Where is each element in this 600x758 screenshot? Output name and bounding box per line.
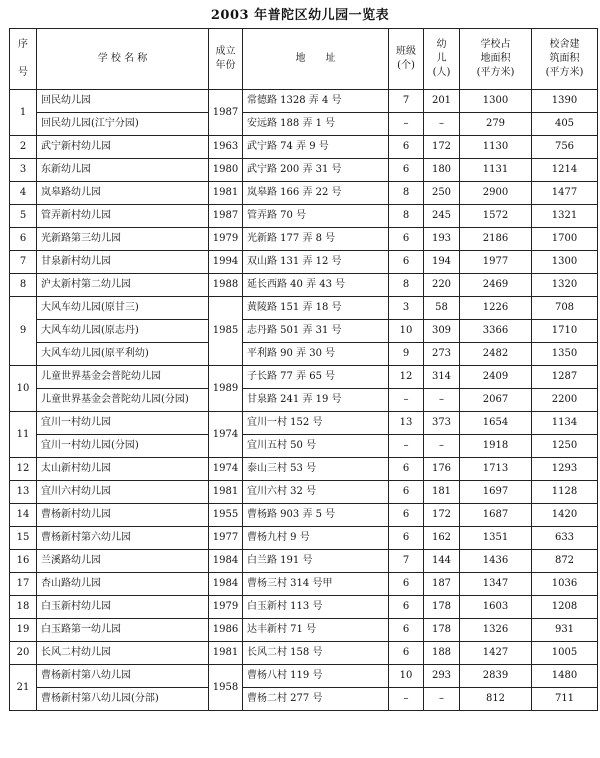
children-cell: 245 bbox=[424, 205, 460, 228]
building-area-cell: 1134 bbox=[532, 412, 598, 435]
table-row bbox=[10, 366, 598, 389]
classes-cell: 6 bbox=[389, 159, 424, 182]
classes-cell: 6 bbox=[389, 642, 424, 665]
school-name-cell: 白玉新村幼儿园 bbox=[37, 596, 209, 619]
children-cell: 181 bbox=[424, 481, 460, 504]
building-area-cell: 756 bbox=[532, 136, 598, 159]
school-name-cell: 长风二村幼儿园 bbox=[37, 642, 209, 665]
col-header-address: 地 址 bbox=[243, 29, 389, 90]
land-area-cell: 1603 bbox=[460, 596, 532, 619]
address-cell: 白玉新村 113 号 bbox=[243, 596, 389, 619]
row-number-cell: 6 bbox=[10, 228, 37, 251]
table-row bbox=[10, 205, 598, 228]
founded-year-cell: 1986 bbox=[209, 619, 243, 642]
address-cell: 延长西路 40 弄 43 号 bbox=[243, 274, 389, 297]
children-cell: – bbox=[424, 688, 460, 711]
land-area-cell: 1226 bbox=[460, 297, 532, 320]
children-cell: 172 bbox=[424, 504, 460, 527]
row-number-cell: 20 bbox=[10, 642, 37, 665]
school-name-cell: 东新幼儿园 bbox=[37, 159, 209, 182]
founded-year-cell: 1977 bbox=[209, 527, 243, 550]
founded-year-cell: 1979 bbox=[209, 596, 243, 619]
building-area-cell: 1321 bbox=[532, 205, 598, 228]
building-area-cell: 1390 bbox=[532, 90, 598, 113]
table-row bbox=[10, 688, 598, 711]
founded-year-cell: 1985 bbox=[209, 297, 243, 366]
address-cell: 武宁路 74 弄 9 号 bbox=[243, 136, 389, 159]
land-area-cell: 1351 bbox=[460, 527, 532, 550]
col-header-no: 序 号 bbox=[10, 29, 37, 90]
table-row bbox=[10, 90, 598, 113]
col-header-children: 幼 儿 (人) bbox=[424, 29, 460, 90]
children-cell: 178 bbox=[424, 619, 460, 642]
address-cell: 甘泉路 241 弄 19 号 bbox=[243, 389, 389, 412]
row-number-cell: 4 bbox=[10, 182, 37, 205]
address-cell: 双山路 131 弄 12 号 bbox=[243, 251, 389, 274]
table-row bbox=[10, 274, 598, 297]
school-name-cell: 大风车幼儿园(原志丹) bbox=[37, 320, 209, 343]
table-row bbox=[10, 504, 598, 527]
founded-year-cell: 1981 bbox=[209, 642, 243, 665]
classes-cell: – bbox=[389, 688, 424, 711]
school-name-cell: 杏山路幼儿园 bbox=[37, 573, 209, 596]
school-name-cell: 甘泉新村幼儿园 bbox=[37, 251, 209, 274]
school-name-cell: 光新路第三幼儿园 bbox=[37, 228, 209, 251]
children-cell: 144 bbox=[424, 550, 460, 573]
founded-year-cell: 1963 bbox=[209, 136, 243, 159]
col-header-building: 校舍建 筑面积 (平方米) bbox=[532, 29, 598, 90]
address-cell: 子长路 77 弄 65 号 bbox=[243, 366, 389, 389]
table-row bbox=[10, 159, 598, 182]
row-number-cell: 1 bbox=[10, 90, 37, 136]
building-area-cell: 1128 bbox=[532, 481, 598, 504]
classes-cell: 7 bbox=[389, 90, 424, 113]
school-name-cell: 曹杨新村幼儿园 bbox=[37, 504, 209, 527]
row-number-cell: 5 bbox=[10, 205, 37, 228]
school-name-cell: 曹杨新村第六幼儿园 bbox=[37, 527, 209, 550]
land-area-cell: 2186 bbox=[460, 228, 532, 251]
children-cell: 178 bbox=[424, 596, 460, 619]
school-name-cell: 儿童世界基金会普陀幼儿园(分园) bbox=[37, 389, 209, 412]
address-cell: 岚皋路 166 弄 22 号 bbox=[243, 182, 389, 205]
building-area-cell: 1287 bbox=[532, 366, 598, 389]
land-area-cell: 1130 bbox=[460, 136, 532, 159]
table-row bbox=[10, 297, 598, 320]
classes-cell: – bbox=[389, 389, 424, 412]
land-area-cell: 2900 bbox=[460, 182, 532, 205]
table-row bbox=[10, 458, 598, 481]
building-area-cell: 1480 bbox=[532, 665, 598, 688]
table-row bbox=[10, 596, 598, 619]
children-cell: – bbox=[424, 113, 460, 136]
land-area-cell: 812 bbox=[460, 688, 532, 711]
classes-cell: 6 bbox=[389, 251, 424, 274]
address-cell: 宜川六村 32 号 bbox=[243, 481, 389, 504]
classes-cell: 6 bbox=[389, 481, 424, 504]
children-cell: 180 bbox=[424, 159, 460, 182]
children-cell: 172 bbox=[424, 136, 460, 159]
header-row bbox=[10, 29, 598, 90]
classes-cell: 6 bbox=[389, 458, 424, 481]
classes-cell: 8 bbox=[389, 205, 424, 228]
row-number-cell: 9 bbox=[10, 297, 37, 366]
address-cell: 安远路 188 弄 1 号 bbox=[243, 113, 389, 136]
col-header-classes: 班级 (个) bbox=[389, 29, 424, 90]
row-number-cell: 3 bbox=[10, 159, 37, 182]
building-area-cell: 872 bbox=[532, 550, 598, 573]
school-name-cell: 曹杨新村第八幼儿园 bbox=[37, 665, 209, 688]
school-name-cell: 大风车幼儿园(原平利幼) bbox=[37, 343, 209, 366]
classes-cell: 3 bbox=[389, 297, 424, 320]
building-area-cell: 1710 bbox=[532, 320, 598, 343]
classes-cell: 8 bbox=[389, 274, 424, 297]
land-area-cell: 1977 bbox=[460, 251, 532, 274]
land-area-cell: 2482 bbox=[460, 343, 532, 366]
founded-year-cell: 1994 bbox=[209, 251, 243, 274]
building-area-cell: 2200 bbox=[532, 389, 598, 412]
table-row bbox=[10, 228, 598, 251]
row-number-cell: 21 bbox=[10, 665, 37, 711]
founded-year-cell: 1958 bbox=[209, 665, 243, 711]
founded-year-cell: 1984 bbox=[209, 573, 243, 596]
land-area-cell: 2469 bbox=[460, 274, 532, 297]
classes-cell: 8 bbox=[389, 182, 424, 205]
address-cell: 达丰新村 71 号 bbox=[243, 619, 389, 642]
school-name-cell: 武宁新村幼儿园 bbox=[37, 136, 209, 159]
col-header-school: 学 校 名 称 bbox=[37, 29, 209, 90]
land-area-cell: 1427 bbox=[460, 642, 532, 665]
classes-cell: 13 bbox=[389, 412, 424, 435]
land-area-cell: 1347 bbox=[460, 573, 532, 596]
land-area-cell: 2067 bbox=[460, 389, 532, 412]
row-number-cell: 10 bbox=[10, 366, 37, 412]
children-cell: 309 bbox=[424, 320, 460, 343]
address-cell: 宜川一村 152 号 bbox=[243, 412, 389, 435]
founded-year-cell: 1955 bbox=[209, 504, 243, 527]
school-name-cell: 白玉路第一幼儿园 bbox=[37, 619, 209, 642]
table-title: 2003 年普陀区幼儿园一览表 bbox=[210, 8, 390, 23]
classes-cell: 6 bbox=[389, 596, 424, 619]
children-cell: 373 bbox=[424, 412, 460, 435]
building-area-cell: 1300 bbox=[532, 251, 598, 274]
address-cell: 平利路 90 弄 30 号 bbox=[243, 343, 389, 366]
row-number-cell: 12 bbox=[10, 458, 37, 481]
land-area-cell: 3366 bbox=[460, 320, 532, 343]
building-area-cell: 711 bbox=[532, 688, 598, 711]
children-cell: 293 bbox=[424, 665, 460, 688]
address-cell: 泰山三村 53 号 bbox=[243, 458, 389, 481]
founded-year-cell: 1974 bbox=[209, 412, 243, 458]
building-area-cell: 633 bbox=[532, 527, 598, 550]
land-area-cell: 2839 bbox=[460, 665, 532, 688]
children-cell: 162 bbox=[424, 527, 460, 550]
address-cell: 曹杨八村 119 号 bbox=[243, 665, 389, 688]
building-area-cell: 405 bbox=[532, 113, 598, 136]
address-cell: 曹杨路 903 弄 5 号 bbox=[243, 504, 389, 527]
classes-cell: 6 bbox=[389, 573, 424, 596]
land-area-cell: 1654 bbox=[460, 412, 532, 435]
school-name-cell: 大风车幼儿园(原甘三) bbox=[37, 297, 209, 320]
school-name-cell: 太山新村幼儿园 bbox=[37, 458, 209, 481]
children-cell: 201 bbox=[424, 90, 460, 113]
children-cell: 176 bbox=[424, 458, 460, 481]
school-name-cell: 宜川六村幼儿园 bbox=[37, 481, 209, 504]
children-cell: 273 bbox=[424, 343, 460, 366]
land-area-cell: 1697 bbox=[460, 481, 532, 504]
children-cell: 314 bbox=[424, 366, 460, 389]
row-number-cell: 15 bbox=[10, 527, 37, 550]
table-row bbox=[10, 481, 598, 504]
school-name-cell: 岚皋路幼儿园 bbox=[37, 182, 209, 205]
col-header-year: 成立 年份 bbox=[209, 29, 243, 90]
classes-cell: 12 bbox=[389, 366, 424, 389]
land-area-cell: 279 bbox=[460, 113, 532, 136]
classes-cell: 9 bbox=[389, 343, 424, 366]
address-cell: 武宁路 200 弄 31 号 bbox=[243, 159, 389, 182]
row-number-cell: 18 bbox=[10, 596, 37, 619]
address-cell: 白兰路 191 号 bbox=[243, 550, 389, 573]
address-cell: 曹杨三村 314 号甲 bbox=[243, 573, 389, 596]
children-cell: – bbox=[424, 389, 460, 412]
founded-year-cell: 1984 bbox=[209, 550, 243, 573]
founded-year-cell: 1979 bbox=[209, 228, 243, 251]
building-area-cell: 1477 bbox=[532, 182, 598, 205]
children-cell: 187 bbox=[424, 573, 460, 596]
children-cell: 58 bbox=[424, 297, 460, 320]
row-number-cell: 13 bbox=[10, 481, 37, 504]
school-name-cell: 宜川一村幼儿园 bbox=[37, 412, 209, 435]
classes-cell: 10 bbox=[389, 320, 424, 343]
building-area-cell: 1036 bbox=[532, 573, 598, 596]
table-row bbox=[10, 182, 598, 205]
table-row bbox=[10, 619, 598, 642]
school-name-cell: 宜川一村幼儿园(分园) bbox=[37, 435, 209, 458]
founded-year-cell: 1980 bbox=[209, 159, 243, 182]
building-area-cell: 1350 bbox=[532, 343, 598, 366]
table-row bbox=[10, 550, 598, 573]
building-area-cell: 1320 bbox=[532, 274, 598, 297]
founded-year-cell: 1987 bbox=[209, 90, 243, 136]
kindergarten-table bbox=[9, 28, 598, 711]
row-number-cell: 14 bbox=[10, 504, 37, 527]
founded-year-cell: 1981 bbox=[209, 481, 243, 504]
land-area-cell: 1436 bbox=[460, 550, 532, 573]
founded-year-cell: 1974 bbox=[209, 458, 243, 481]
building-area-cell: 931 bbox=[532, 619, 598, 642]
children-cell: 220 bbox=[424, 274, 460, 297]
school-name-cell: 回民幼儿园(江宁分园) bbox=[37, 113, 209, 136]
address-cell: 黄陵路 151 弄 18 号 bbox=[243, 297, 389, 320]
table-row bbox=[10, 389, 598, 412]
table-body bbox=[10, 90, 598, 711]
col-header-land: 学校占 地面积 (平方米) bbox=[460, 29, 532, 90]
table-row bbox=[10, 412, 598, 435]
table-row bbox=[10, 251, 598, 274]
founded-year-cell: 1989 bbox=[209, 366, 243, 412]
address-cell: 曹杨二村 277 号 bbox=[243, 688, 389, 711]
row-number-cell: 16 bbox=[10, 550, 37, 573]
row-number-cell: 8 bbox=[10, 274, 37, 297]
founded-year-cell: 1987 bbox=[209, 205, 243, 228]
table-row bbox=[10, 320, 598, 343]
row-number-cell: 17 bbox=[10, 573, 37, 596]
table-row bbox=[10, 665, 598, 688]
row-number-cell: 2 bbox=[10, 136, 37, 159]
school-name-cell: 回民幼儿园 bbox=[37, 90, 209, 113]
classes-cell: 6 bbox=[389, 504, 424, 527]
classes-cell: 6 bbox=[389, 619, 424, 642]
building-area-cell: 1214 bbox=[532, 159, 598, 182]
building-area-cell: 708 bbox=[532, 297, 598, 320]
address-cell: 常德路 1328 弄 4 号 bbox=[243, 90, 389, 113]
row-number-cell: 7 bbox=[10, 251, 37, 274]
classes-cell: 6 bbox=[389, 136, 424, 159]
address-cell: 曹杨九村 9 号 bbox=[243, 527, 389, 550]
classes-cell: 6 bbox=[389, 228, 424, 251]
table-row bbox=[10, 343, 598, 366]
address-cell: 志丹路 501 弄 31 号 bbox=[243, 320, 389, 343]
land-area-cell: 1572 bbox=[460, 205, 532, 228]
building-area-cell: 1700 bbox=[532, 228, 598, 251]
address-cell: 宜川五村 50 号 bbox=[243, 435, 389, 458]
land-area-cell: 1131 bbox=[460, 159, 532, 182]
school-name-cell: 管弄新村幼儿园 bbox=[37, 205, 209, 228]
row-number-cell: 11 bbox=[10, 412, 37, 458]
building-area-cell: 1250 bbox=[532, 435, 598, 458]
land-area-cell: 1687 bbox=[460, 504, 532, 527]
children-cell: 194 bbox=[424, 251, 460, 274]
founded-year-cell: 1981 bbox=[209, 182, 243, 205]
classes-cell: – bbox=[389, 113, 424, 136]
children-cell: 188 bbox=[424, 642, 460, 665]
building-area-cell: 1005 bbox=[532, 642, 598, 665]
table-row bbox=[10, 527, 598, 550]
address-cell: 光新路 177 弄 8 号 bbox=[243, 228, 389, 251]
table-row bbox=[10, 573, 598, 596]
land-area-cell: 1300 bbox=[460, 90, 532, 113]
building-area-cell: 1208 bbox=[532, 596, 598, 619]
school-name-cell: 沪太新村第二幼儿园 bbox=[37, 274, 209, 297]
children-cell: 193 bbox=[424, 228, 460, 251]
building-area-cell: 1293 bbox=[532, 458, 598, 481]
founded-year-cell: 1988 bbox=[209, 274, 243, 297]
land-area-cell: 1713 bbox=[460, 458, 532, 481]
building-area-cell: 1420 bbox=[532, 504, 598, 527]
school-name-cell: 儿童世界基金会普陀幼儿园 bbox=[37, 366, 209, 389]
address-cell: 管弄路 70 号 bbox=[243, 205, 389, 228]
row-number-cell: 19 bbox=[10, 619, 37, 642]
classes-cell: – bbox=[389, 435, 424, 458]
table-row bbox=[10, 136, 598, 159]
table-row bbox=[10, 113, 598, 136]
classes-cell: 7 bbox=[389, 550, 424, 573]
classes-cell: 6 bbox=[389, 527, 424, 550]
classes-cell: 10 bbox=[389, 665, 424, 688]
land-area-cell: 1326 bbox=[460, 619, 532, 642]
school-name-cell: 兰溪路幼儿园 bbox=[37, 550, 209, 573]
table-row bbox=[10, 642, 598, 665]
address-cell: 长风二村 158 号 bbox=[243, 642, 389, 665]
table-row bbox=[10, 435, 598, 458]
land-area-cell: 1918 bbox=[460, 435, 532, 458]
children-cell: 250 bbox=[424, 182, 460, 205]
land-area-cell: 2409 bbox=[460, 366, 532, 389]
school-name-cell: 曹杨新村第八幼儿园(分部) bbox=[37, 688, 209, 711]
children-cell: – bbox=[424, 435, 460, 458]
